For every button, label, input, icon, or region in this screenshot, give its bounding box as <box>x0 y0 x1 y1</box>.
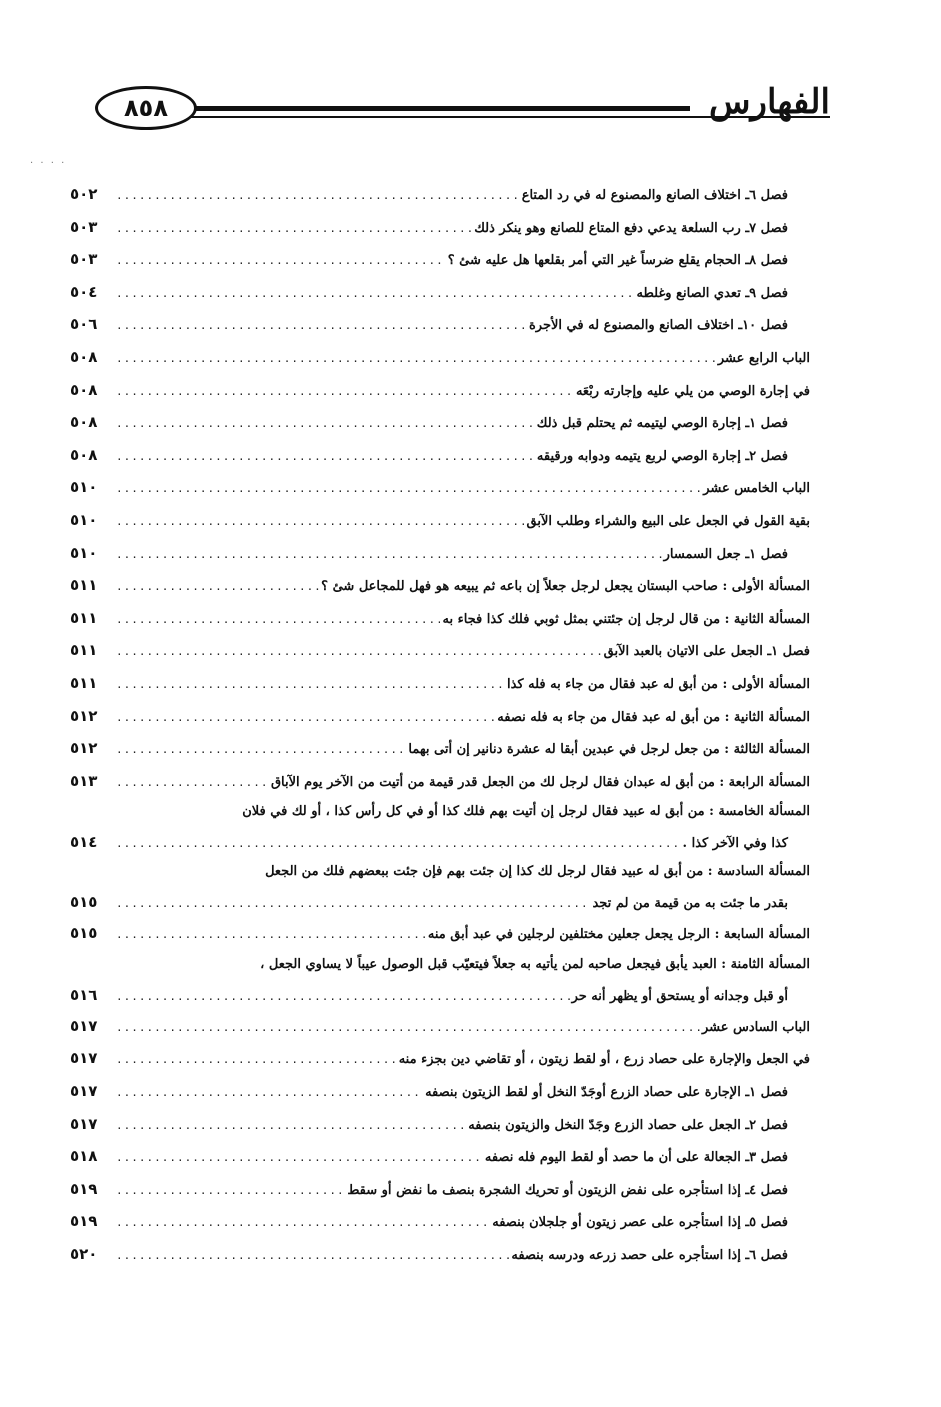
toc-entry-title: فصل ٤ـ إذا استأجره على نفض الزيتون أو تحريك الشجرة بنصف ما نفض أو سقط <box>347 1182 788 1198</box>
toc-entry-page: ٥١٣ <box>70 771 98 790</box>
toc-entry-page: ٥٠٦ <box>70 315 98 334</box>
toc-entry-title: فصل ٩ـ تعدي الصانع وغلطه <box>636 285 788 301</box>
toc-entry-page: ٥٠٣ <box>70 217 98 236</box>
toc-entry-page: ٥١٩ <box>70 1212 98 1231</box>
leader-dots <box>116 829 681 859</box>
toc-entry-page: ٥١١ <box>70 576 98 595</box>
leader-dots <box>116 571 319 604</box>
table-of-contents <box>70 178 810 1271</box>
toc-entry-title: المسألة الثالثة : من جعل لرجل في عبدين أبقا له عشرة دنانير إن أتى بهما <box>408 742 810 758</box>
toc-entry <box>70 634 810 667</box>
toc-entry-page: ٥١٧ <box>70 1114 98 1133</box>
toc-entry <box>70 537 810 570</box>
toc-entry-page: ٥٠٢ <box>70 185 98 203</box>
toc-entry-page: ٥٠٤ <box>70 282 98 301</box>
leader-dots <box>116 1207 490 1240</box>
header-title: الفهارس <box>709 82 830 122</box>
toc-entry-title: فصل ١ـ الجعل على الاتيان بالعبد الآبق <box>603 644 810 660</box>
toc-entry-page: ٥٢٠ <box>70 1245 98 1264</box>
toc-entry-title: أو قبل وجدانه أو يستحق أو يظهر أنه حر <box>571 988 788 1004</box>
toc-entry-title: فصل ١ـ الإجارة على حصاد الزرع أوجَدّ النخل أو لقط الزيتون بنصفه <box>425 1085 788 1101</box>
toc-entry-title: فصل ٥ـ إذا استأجره على عصر زيتون أو جلجلان بنصفه <box>492 1215 788 1231</box>
toc-entry <box>70 887 810 917</box>
leader-dots <box>116 734 406 767</box>
leader-dots <box>116 889 590 919</box>
toc-entry <box>70 950 810 980</box>
toc-entry-page: ٥١٢ <box>70 706 98 725</box>
leader-dots <box>116 604 440 637</box>
toc-entry <box>70 732 810 765</box>
toc-entry <box>70 276 810 309</box>
toc-entry-title: المسألة الرابعة : من أبق له عبدان فقال لرجل لك من الجعل قدر قيمة من أتيت من الآخر يوم الآباق <box>270 774 810 790</box>
leader-dots <box>116 982 570 1012</box>
toc-entry <box>70 765 810 798</box>
toc-entry-page: ٥٠٨ <box>70 347 98 366</box>
toc-entry <box>70 1042 810 1075</box>
toc-entry <box>70 1173 810 1206</box>
toc-entry-title: بقية القول في الجعل على البيع والشراء وطلب الآبق <box>526 513 810 529</box>
page-header <box>95 80 830 130</box>
toc-entry-title: الباب الخامس عشر <box>703 481 810 497</box>
toc-entry-title: فصل ٦ـ اختلاف الصانع والمصنوع له في رد المتاع <box>521 188 788 203</box>
toc-entry <box>70 406 810 439</box>
toc-entry-title: فصل ١ـ جعل السمسار <box>663 546 788 562</box>
leader-dots <box>116 1142 483 1175</box>
toc-entry <box>70 471 810 504</box>
toc-entry-title: فصل ٧ـ رب السلعة يدعي دفع المتاع للصانع وهو ينكر ذلك <box>474 220 788 236</box>
toc-entry-page: ٥١١ <box>70 641 98 660</box>
leader-dots <box>116 343 716 376</box>
toc-entry-page: ٥١٧ <box>70 1082 98 1101</box>
toc-entry <box>70 439 810 472</box>
toc-entry-title: المسألة الأولى : صاحب البستان يجعل لرجل جعلاً إن باعه ثم يبيعه هو فهل للمجاعل شئ ؟ <box>321 579 810 595</box>
toc-entry <box>70 1140 810 1173</box>
toc-entry <box>70 700 810 733</box>
leader-dots <box>116 1012 700 1045</box>
leader-dots <box>116 506 525 539</box>
toc-entry-page: ٥١٠ <box>70 510 98 529</box>
toc-entry <box>70 504 810 537</box>
leader-dots <box>116 408 535 441</box>
toc-entry <box>70 569 810 602</box>
toc-entry-page: ٥١٥ <box>70 924 98 943</box>
toc-entry-title: كذا وفي الآخر كذا . <box>682 836 788 852</box>
toc-entry <box>70 827 810 857</box>
toc-entry-page: ٥٠٨ <box>70 413 98 432</box>
toc-entry-page: ٥٠٨ <box>70 380 98 399</box>
toc-entry-title: في إجارة الوصي من يلي عليه وإجارته ربْعَه <box>575 383 810 399</box>
leader-dots <box>116 767 269 800</box>
toc-entry-title: فصل ٨ـ الحجام يقلع ضرساً غير التي أمر بقلعها هل عليه شئ ؟ <box>447 253 788 269</box>
scan-mark: . . . . <box>30 155 67 166</box>
toc-entry-page: ٥١٠ <box>70 543 98 562</box>
toc-entry-title: المسألة الثانية : من قال لرجل إن جئتني بمثل ثوبي فلك كذا فجاء به <box>442 611 810 627</box>
leader-dots <box>116 1175 345 1208</box>
toc-entry <box>70 178 810 211</box>
toc-entry-title: فصل ٣ـ الجعالة على أن ما حصد أو لقط اليوم فله نصفه <box>484 1150 788 1166</box>
page-number-badge <box>95 86 197 130</box>
leader-dots <box>116 1044 397 1077</box>
toc-entry <box>70 1075 810 1108</box>
toc-entry-title: فصل ٢ـ إجارة الوصي لربع يتيمه ودوابه ورقيقه <box>536 448 788 464</box>
leader-dots <box>116 1110 466 1143</box>
leader-dots <box>116 636 602 669</box>
toc-entry-title: المسألة الثامنة : العبد يأبق فيجعل صاحبه لمن يأتيه به جعلاً فيتعيّب قبل الوصول عيباً لا يساوي الجعل ، <box>260 956 810 972</box>
toc-entry-title: فصل ٦ـ إذا استأجره على حصد زرعه ودرسه بنصفه <box>511 1248 788 1264</box>
toc-entry <box>70 211 810 244</box>
toc-entry-title: في الجعل والإجارة على حصاد زرع ، أو لقط زيتون ، أو تقاضي دين بجزء منه <box>398 1052 810 1068</box>
toc-entry-page: ٥١٤ <box>70 833 98 852</box>
leader-dots <box>116 1077 423 1110</box>
toc-entry-title: المسألة الخامسة : من أبق له عبيد فقال لرجل إن أتيت بهم فلك كذا أو في كل رأس كذا ، أو لك في فلان <box>242 804 810 820</box>
toc-entry <box>70 602 810 635</box>
toc-entry <box>70 374 810 407</box>
toc-entry-page: ٥١٧ <box>70 1016 98 1035</box>
toc-entry-title: المسألة السابعة : الرجل يجعل جعلين مختلفين لرجلين في عبد أبق منه <box>427 927 810 943</box>
toc-entry <box>70 797 810 827</box>
toc-entry-title: الباب الرابع عشر <box>717 350 810 366</box>
toc-entry-title: فصل ٢ـ الجعل على حصاد الزرع وجَدّ النخل والزيتون بنصفه <box>468 1117 788 1133</box>
toc-entry <box>70 308 810 341</box>
toc-entry <box>70 1238 810 1271</box>
toc-entry-page: ٥١٧ <box>70 1049 98 1068</box>
toc-entry <box>70 1205 810 1238</box>
leader-dots <box>116 278 635 311</box>
toc-entry <box>70 667 810 700</box>
page-number: ٨٥٨ <box>124 94 168 122</box>
toc-entry <box>70 243 810 276</box>
toc-entry-page: ٥١٠ <box>70 478 98 497</box>
toc-entry-page: ٥١٨ <box>70 1147 98 1166</box>
leader-dots <box>116 310 527 343</box>
leader-dots <box>116 702 495 735</box>
leader-dots <box>116 1240 509 1273</box>
toc-entry <box>70 857 810 887</box>
toc-entry <box>70 917 810 950</box>
toc-entry-title: فصل ١٠ـ اختلاف الصانع والمصنوع له في الأجرة <box>528 318 788 334</box>
toc-entry-title: المسألة الأولى : من أبق له عبد فقال من جاء به فله كذا <box>506 676 810 692</box>
toc-entry-title: المسألة الثانية : من أبق له عبد فقال من جاء به فله نصفه <box>497 709 810 725</box>
toc-entry-page: ٥١٥ <box>70 893 98 912</box>
leader-dots <box>116 376 574 409</box>
toc-entry-page: ٥١٢ <box>70 739 98 758</box>
toc-entry <box>70 1010 810 1043</box>
toc-entry-title: فصل ١ـ إجارة الوصي ليتيمه ثم يحتلم قبل ذلك <box>536 416 788 432</box>
header-rule <box>183 106 690 111</box>
toc-entry-page: ٥٠٣ <box>70 250 98 269</box>
toc-entry-page: ٥١٩ <box>70 1179 98 1198</box>
toc-entry-title: الباب السادس عشر <box>701 1019 810 1035</box>
leader-dots <box>116 245 446 278</box>
leader-dots <box>116 919 426 952</box>
toc-entry-title: بقدر ما جئت به من قيمة من لم تجد <box>592 896 788 912</box>
toc-entry-page: ٥١١ <box>70 673 98 692</box>
toc-entry-title: المسألة السادسة : من أبق له عبيد فقال لرجل لك كذا إن جئت بهم فإن جئت ببعضهم فلك من الجعل <box>265 864 810 880</box>
leader-dots <box>116 473 701 506</box>
toc-entry <box>70 980 810 1010</box>
toc-entry-page: ٥٠٨ <box>70 445 98 464</box>
leader-dots <box>116 213 472 246</box>
leader-dots <box>116 180 520 213</box>
toc-entry <box>70 1108 810 1141</box>
toc-entry-page: ٥١١ <box>70 608 98 627</box>
toc-entry <box>70 341 810 374</box>
toc-entry-page: ٥١٦ <box>70 985 98 1004</box>
leader-dots <box>116 669 505 702</box>
leader-dots <box>116 441 535 474</box>
leader-dots <box>116 539 662 572</box>
